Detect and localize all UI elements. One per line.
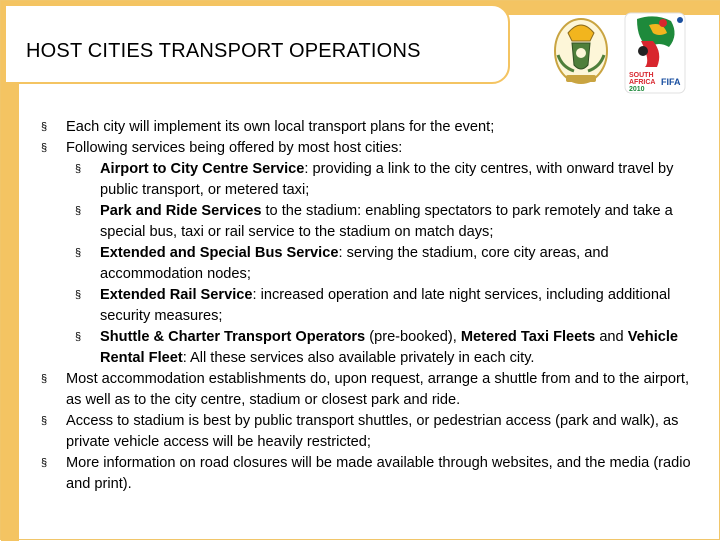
title-box xyxy=(4,4,510,84)
bullet-icon: § xyxy=(41,121,48,133)
list-item: § Following services being offered by most host cities: xyxy=(41,138,706,159)
bullet-icon: § xyxy=(41,415,48,427)
bullet-icon: § xyxy=(75,247,82,259)
bullet-icon: § xyxy=(75,289,82,301)
bullet-icon: § xyxy=(41,142,48,154)
bullet-icon: § xyxy=(41,457,48,469)
bullet-list xyxy=(41,117,706,495)
coat-of-arms-icon xyxy=(550,11,612,89)
list-item: § More information on road closures will be made available through websites, and the media (radio and print). xyxy=(41,455,691,492)
page-title: HOST CITIES TRANSPORT OPERATIONS xyxy=(26,40,421,62)
list-item: § Each city will implement its own local transport plans for the event; xyxy=(41,117,706,138)
svg-text:AFRICA: AFRICA xyxy=(629,79,656,86)
sub-list-item: § Shuttle & Charter Transport Operators (pre-booked), Metered Taxi Fleets and Vehicle Rental Fleet: All these services also available privately in each city. xyxy=(75,329,679,366)
bullet-icon: § xyxy=(75,331,82,343)
sub-list-item: § Extended and Special Bus Service: serving the stadium, core city areas, and accommodation nodes; xyxy=(75,245,609,282)
sub-list-item: § Airport to City Centre Service: providing a link to the city centres, with onward travel by public transport, or metered taxi; xyxy=(75,161,674,198)
bullet-icon: § xyxy=(75,205,82,217)
svg-text:SOUTH: SOUTH xyxy=(629,72,654,79)
fifa-world-cup-emblem-icon xyxy=(623,11,687,95)
list-item: § Access to stadium is best by public transport shuttles, or pedestrian access (park and walk), as private vehicle access will be heavily restricted; xyxy=(41,413,679,450)
sub-list-item: § Park and Ride Services to the stadium: enabling spectators to park remotely and take a special bus, taxi or rail service to the stadium on match days; xyxy=(75,203,673,240)
sub-list-item: § Extended Rail Service: increased operation and late night services, including additional security measures; xyxy=(75,287,671,324)
list-item: § Most accommodation establishments do, upon request, arrange a shuttle from and to the airport, as well as to the city centre, stadium or closest park and ride. xyxy=(41,371,690,408)
svg-text:2010: 2010 xyxy=(629,86,645,93)
bullet-icon: § xyxy=(41,373,48,385)
bullet-icon: § xyxy=(75,163,82,175)
svg-text:FIFA: FIFA xyxy=(661,77,681,87)
